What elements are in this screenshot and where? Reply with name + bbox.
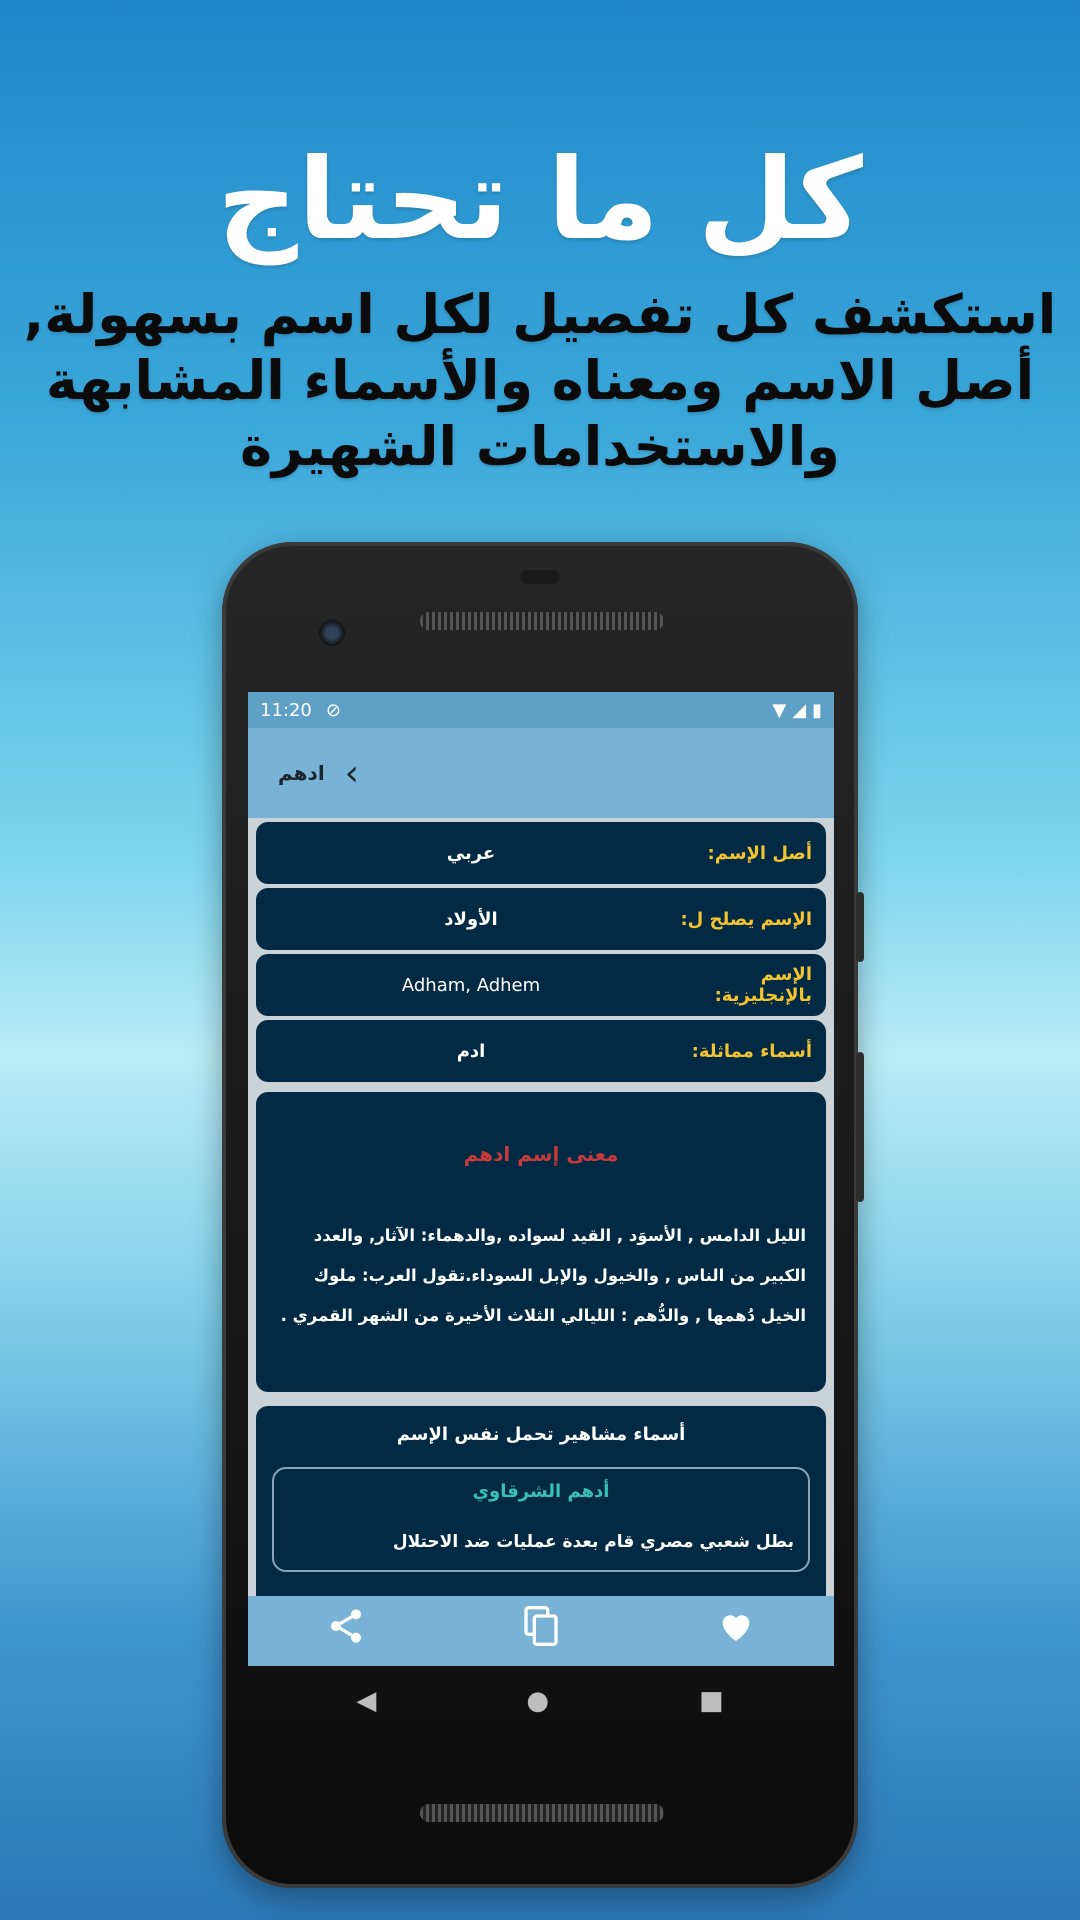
- detail-value: ادم: [456, 1040, 486, 1062]
- detail-row-similar: [256, 1020, 826, 1082]
- copy-icon[interactable]: [521, 1604, 561, 1658]
- system-back-icon[interactable]: ◀: [356, 1686, 377, 1716]
- status-icons: [772, 700, 822, 721]
- speaker-grille-top: [420, 612, 664, 630]
- detail-row-gender: [256, 888, 826, 950]
- meaning-card: [256, 1092, 826, 1392]
- detail-label: أسماء مماثلة:: [691, 1040, 812, 1062]
- detail-value: عربي: [446, 842, 496, 864]
- detail-row-origin: [256, 822, 826, 884]
- details-content[interactable]: [248, 818, 834, 1592]
- volume-button: [856, 892, 864, 962]
- famous-person-desc: بطل شعبي مصري قام بعدة عمليات ضد الاحتلال: [392, 1532, 794, 1552]
- meaning-text: الليل الدامس , الأسوَد , القيد لسواده ,والدهماء: الآثار, والعدد الكبير من الناس , والخيول والإبل السوداء.تقول العرب: ملوك الخيل دُهمها , والدُّهم : الليالي الثلاث الأخيرة من الشهر القمري .: [280, 1226, 806, 1325]
- status-bar: [248, 692, 834, 728]
- page-title: ادهم: [278, 761, 325, 785]
- detail-label: الإسم بالإنجليزية:: [714, 964, 812, 1006]
- battery-icon: ▮: [812, 699, 822, 721]
- speaker-grille-bottom: [420, 1804, 664, 1822]
- system-recents-icon[interactable]: ■: [699, 1686, 724, 1716]
- famous-person-card: [272, 1467, 810, 1572]
- phone-screen: [248, 692, 834, 1666]
- detail-value: Adham, Adhem: [401, 974, 541, 996]
- detail-label: الإسم يصلح ل:: [680, 908, 812, 930]
- front-camera: [319, 620, 345, 646]
- heart-icon[interactable]: [716, 1606, 756, 1656]
- app-bar: [248, 728, 834, 818]
- power-button: [856, 1052, 864, 1202]
- signal-icon: ◢: [792, 699, 807, 721]
- promo-subheadline: استكشف كل تفصيل لكل اسم بسهولة, أصل الاسم ومعناه والأسماء المشابهة والاستخدامات الشهيرة: [23, 283, 1057, 478]
- share-icon[interactable]: [326, 1606, 366, 1656]
- system-nav-bar: [222, 1666, 858, 1736]
- earpiece: [520, 570, 560, 584]
- detail-value: الأولاد: [444, 908, 498, 930]
- back-icon[interactable]: ›: [344, 752, 360, 794]
- promo-headline: كل ما تحتاج: [217, 135, 863, 265]
- detail-row-english: [256, 954, 826, 1016]
- detail-label: أصل الإسم:: [707, 842, 812, 864]
- bottom-nav: [248, 1596, 834, 1666]
- famous-card: [256, 1406, 826, 1626]
- meaning-title: معنى إسم ادهم: [463, 1142, 619, 1166]
- famous-person-name: أدهم الشرقاوي: [472, 1481, 610, 1502]
- system-home-icon[interactable]: ●: [526, 1686, 550, 1716]
- wifi-icon: ▼: [772, 699, 787, 721]
- famous-title: أسماء مشاهير تحمل نفس الإسم: [396, 1424, 686, 1445]
- sync-icon: ⊘: [325, 699, 341, 721]
- status-time: 11:20: [260, 699, 312, 721]
